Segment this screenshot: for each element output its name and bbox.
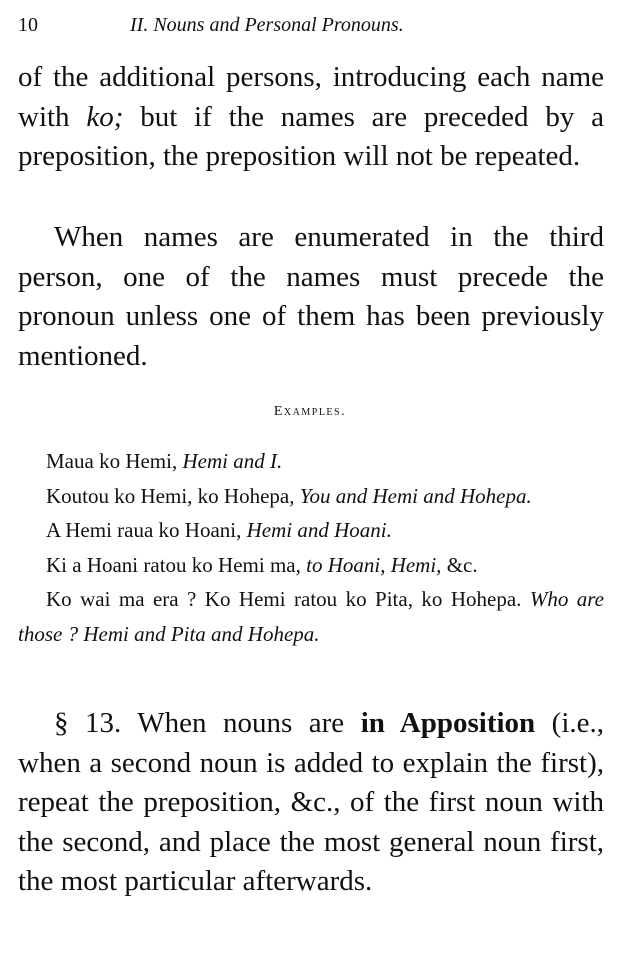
example-item [18, 548, 604, 583]
example-maori: Koutou ko Hemi, ko Hohepa, [46, 483, 300, 508]
paragraph-third-person: When names are enumerated in the third person, one of the names must precede the pronoun unless one of them has been previously mentioned. [18, 221, 604, 372]
section-number: § 13. [54, 707, 122, 739]
example-english: Hemi and I. [182, 449, 283, 473]
example-maori: Ko wai ma era ? Ko Hemi ratou ko Pita, ko Hohepa. [46, 587, 530, 611]
example-english: Hemi and Hoani. [246, 518, 392, 542]
paragraph-text: When nouns are [121, 707, 361, 739]
paragraph-text: (i.e., when a second noun is added to explain the first), repeat the preposition, &c., of the first noun with the second, and place the most general noun first, the most particular afterwards. [18, 707, 605, 897]
example-item [18, 513, 604, 548]
running-head: II. Nouns and Personal Pronouns. [130, 14, 404, 36]
page-header [18, 14, 598, 44]
bold-term: in Apposition [360, 707, 536, 739]
example-suffix: &c. [446, 552, 478, 577]
example-maori: Ki a Hoani ratou ko Hemi ma, [46, 552, 307, 577]
example-maori: Maua ko Hemi, [46, 449, 183, 473]
example-maori: A Hemi raua ko Hoani, [46, 518, 247, 542]
page-number: 10 [18, 14, 38, 36]
section-13-paragraph [18, 704, 604, 902]
italic-term: ko; [86, 100, 124, 133]
example-item [18, 479, 604, 514]
paragraph-continuation [18, 58, 604, 177]
example-english: to Hoani, Hemi, [306, 552, 447, 577]
paragraph-text: of the additional persons, introducing each name with [18, 61, 604, 133]
examples-heading: Examples. [273, 404, 347, 419]
example-english: You and Hemi and Hohepa. [299, 483, 532, 508]
example-item [18, 444, 604, 479]
example-item [18, 582, 604, 651]
example-english: Who are those ? Hemi and Pita and Hohepa. [18, 587, 604, 646]
paragraph-text: but if the names are preceded by a preposition, the preposition will not be repeated. [18, 100, 604, 172]
examples-list [18, 444, 604, 651]
